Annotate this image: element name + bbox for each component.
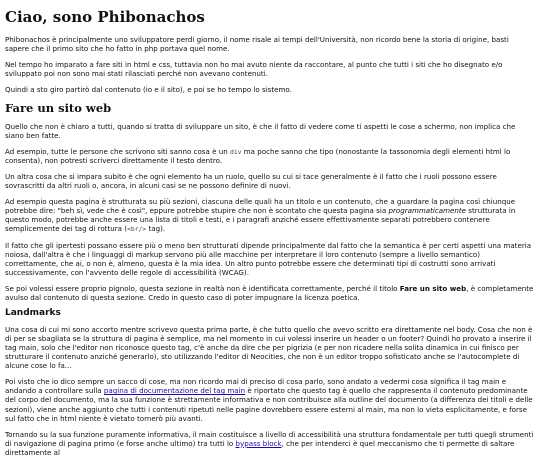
section-paragraph: Un altra cosa che si impara subito è che ogni elemento ha un ruolo, quello su cui si tace generalmente è il fatto che i ruoli possono essere sovrascritti da altri ruoli o, ancora, in alcuni casi se ne possono definire di nuovi. [5,171,497,191]
section-paragraph [5,147,534,165]
intro-paragraph-3: Quindi a sto giro partirò dal contenuto (io e il sito), e poi se ho tempo lo sistemo. [5,84,292,94]
section-paragraph: Il fatto che gli ipertesti possano essere più o meno ben strutturati dipende principalmente dal fatto che la semantica è per certi aspetti una materia noiosa, dall'altra è che i linguaggi di markup servono più alle macchine per interpretare il loro contenuto (sempre a livello semantico) correttamente, che ai, o non è, almeno, questa è la mia idea. Un altro punto potrebbe essere che determinati tipi di costrutti sono arrivati successivamente, con l'avvento delle regole di accessibilità (WCAG). [5,240,532,277]
intro-paragraph-1: Phibonachos è principalmente uno sviluppatore perdi giorno, il nome risale ai tempi dell'Università, non ricordo bene la storia di origine, basti sapere che il primo sito che ho fatto in php portava quel nome. [5,34,509,53]
section-paragraph [5,430,534,457]
intro-paragraph-2: Nel tempo ho imparato a fare siti in html e css, tuttavia non ho mai avuto niente da raccontare, al punto che tutti i siti che ho disegnato e/o sviluppato poi non sono mai stati rilasciati perché non avevano contenuti. [5,59,503,78]
section-fare-un-sito-web [5,102,534,302]
section-paragraph: Quello che non è chiaro a tutti, quando si tratta di sviluppare un sito, è che il fatto di vedere come ti aspetti le cose a schermo, non implica che siano ben fatte. [5,121,516,140]
inline-code: div [229,147,242,156]
text-span: Ad esempio, tutte le persone che scrivono siti sanno cosa è un [5,146,230,156]
section-paragraph [5,284,534,302]
main-tag-docs-link[interactable]: pagina di documentazione del tag main [103,386,246,396]
text-span: Ad esempio questa pagina è strutturata su più sezioni, ciascuna delle quali ha un titolo e un contenuto, che a guardare la pagina così chiunque potrebbe dire: "beh sì, vede che è così", eppure potrebbe stupire che non è scontato che questa pagina sia [5,197,516,216]
text-span: , è completamente avulso dal contenuto di questa sezione. Credo in questo caso di poter impugnare la licenza poetica. [5,283,534,302]
text-span: , che per intenderci è quel meccanismo che ti permette di saltare direttamente al [5,438,515,457]
section-heading: Landmarks [5,308,61,318]
text-span: Poi visto che io dico sempre un sacco di cose, ma non ricordo mai di preciso di cosa parlo, sono andato a vedermi cosa significa il tag main e andando a controllare sulla [5,377,507,396]
section-paragraph: Una cosa di cui mi sono accorto mentre scrivevo questa prima parte, è che tutto quello che avevo scritto era direttamente nel body. Cosa che non è di per se sbagliata se la struttura di pagina è semplice, ma nel momento in cui volessi inserire un header o un footer? Quindi ho provato a inserire il tag main, solo che l'editor non riconosce questo tag, c'è anche da dire che per pigrizia (e per non ricadere nella solita dinamica in cui finisco per strutturare il contenuto anziché generarlo), sto utilizzando l'editor di Neocities, che non è un editor troppo sofisticato anche se l'autocomplete di alcune cose lo fa... [5,324,533,371]
emphasis: programmaticamente [388,206,467,216]
section-heading: Fare un sito web [5,100,112,115]
text-span: strutturata in questo modo, potrebbe anche essere una lista di titoli e testi, e i paragrafi anziché essere effettivamente separati potrebbero contenere semplicemente dei tag di rottura ( [5,206,516,234]
strong-text: Fare un sito web [399,283,467,293]
text-span: Tornando su la sua funzione puramente informativa, il main costituisce a livello di accessibilità una struttura fondamentale per tutti quegli strumenti di navigazione di pagina primo (e forse anche ultimo) tra tutti lo [5,429,534,448]
section-landmarks [5,309,534,457]
text-span: Se poi volessi essere proprio pignolo, questa sezione in realtà non è identificata correttamente, perché il titolo [5,283,400,293]
text-span: ma poche sanno che tipo (nonostante la tassonomia degli elementi html lo consenta), non potresti scriverci direttamente il testo dentro. [5,146,511,165]
section-paragraph [5,197,534,233]
text-span: tag). [146,224,166,234]
section-paragraph [5,377,534,422]
bypass-block-link[interactable]: bypass block [235,438,282,448]
inline-code: <br/> [127,225,147,234]
text-span: è riportato che questo tag è quello che rappresenta il contenuto predominante del corpo del documento, ma la sua funzione è strettamente informativa e non contribuisce alla outline del documento (a differenza dei titoli e delle sezioni), viene anche aggiunto che tutti i contenuti ripetuti nelle pagine dovrebbero essere esterni al main, ma non lo vieta esplicitamente, e forse sul fatto che in html niente è vietato tornerò più avanti. [5,386,533,423]
page-title: Ciao, sono Phibonachos [5,8,205,26]
